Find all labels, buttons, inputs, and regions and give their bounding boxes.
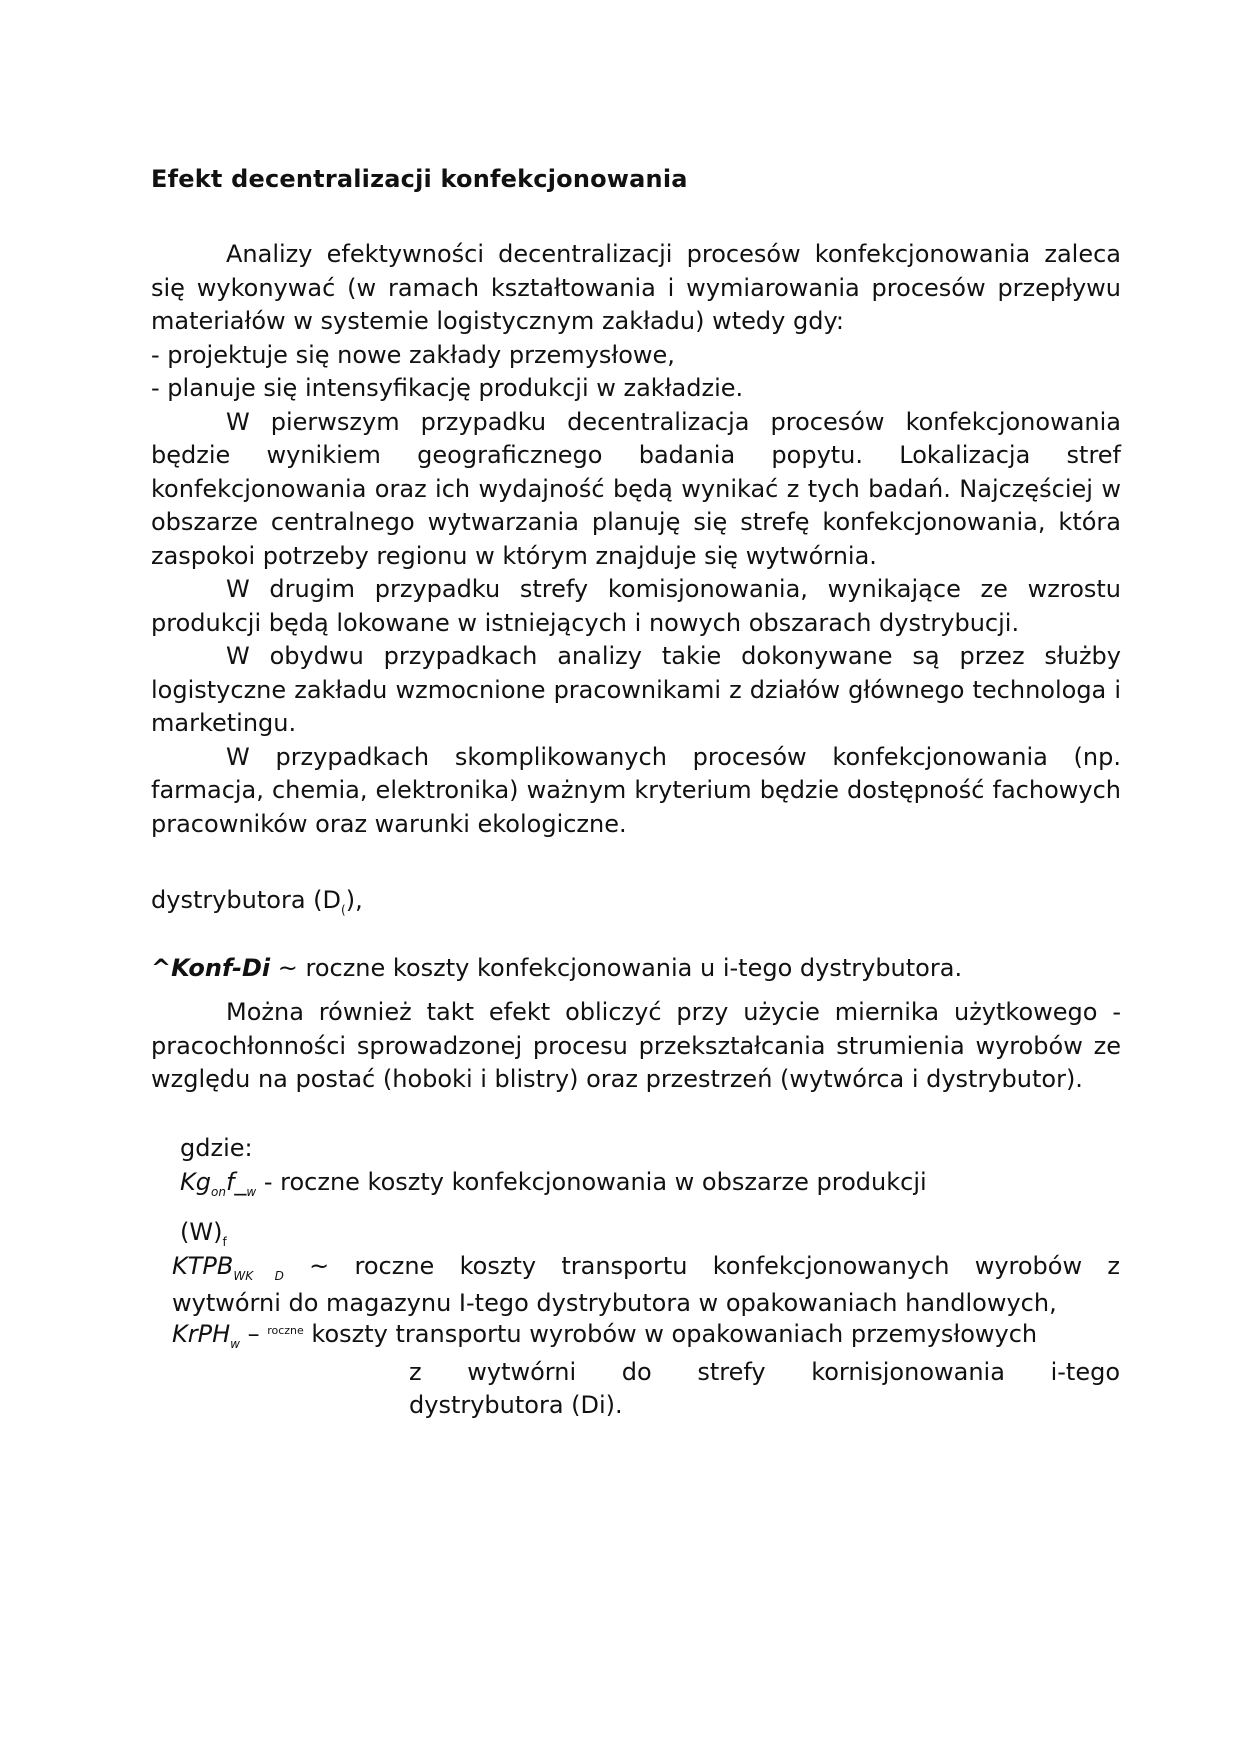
ktpb-subscript: WK D — [233, 1269, 284, 1283]
konf-di-text: ~ roczne koszty konfekcjonowania u i-tego dystrybutora. — [270, 954, 963, 982]
ktpb-line-2: wytwórni do magazynu I-tego dystrybutora w opakowaniach handlowych, — [172, 1289, 1057, 1317]
krph-symbol: KrPH — [172, 1320, 231, 1348]
paragraph-both-cases: W obydwu przypadkach analizy takie dokonywane są przez służby logistyczne zakładu wzmocnione pracownikami z działów głównego technologa i marketingu. — [151, 642, 1121, 737]
kgonf-symbol-a: Kg — [180, 1168, 211, 1196]
paragraph-first-case: W pierwszym przypadku decentralizacja procesów konfekcjonowania będzie wynikiem geograficznego badania popytu. Lokalizacja stref konfekcjonowania oraz ich wydajność będą wynikać z tych badań. Najczęściej w obszarze centralnego wytwarzania planuję się strefę konfekcjonowania, która zaspokoi potrzeby regionu w którym znajduje się wytwórnia. — [151, 407, 1121, 570]
krph-subscript: w — [230, 1337, 240, 1351]
ktpb-line-1 — [172, 1250, 1120, 1287]
kgonf-definition — [180, 1166, 927, 1203]
w-subscript: f — [222, 1235, 227, 1249]
bullet-new-plants: - projektuje się nowe zakłady przemysłowe, — [151, 340, 675, 369]
dystrybutor-subscript: ( — [341, 903, 346, 917]
paragraph-intro: Analizy efektywności decentralizacji procesów konfekcjonowania zaleca się wykonywać (w ramach kształtowania i wymiarowania procesów przepływu materiałów w systemie logistycznym zakładu) wtedy gdy: — [151, 240, 1121, 335]
document-title: Efekt decentralizacji konfekcjonowania — [151, 165, 688, 193]
krph-dash: – — [239, 1320, 268, 1348]
bullet-intensification: - planuje się intensyfikację produkcji w zakładzie. — [151, 374, 744, 402]
paragraph-complex-processes: W przypadkach skomplikowanych procesów konfekcjonowania (np. farmacja, chemia, elektronika) ważnym kryterium będzie dostępność fachowych pracowników oraz warunki ekologiczne. — [151, 742, 1121, 838]
paragraph-alternative-measure: Można również takt efekt obliczyć przy użycie miernika użytkowego -pracochłonności sprowadzonej procesu przekształcania strumienia wyrobów ze względu na postać (hoboki i blistry) oraz przestrzeń (wytwórca i dystrybutor). — [151, 998, 1121, 1093]
paragraph-second-case: W drugim przypadku strefy komisjonowania, wynikające ze wzrostu produkcji będą lokowane w istniejących i nowych obszarach dystrybucji. — [151, 575, 1121, 637]
second-body — [151, 996, 1121, 1097]
dystrybutor-text: dystrybutora (D — [151, 886, 342, 914]
kgonf-subscript-a: on — [210, 1185, 226, 1199]
main-body — [151, 238, 1121, 841]
dystrybutor-line — [151, 884, 363, 921]
krph-definition — [172, 1318, 1037, 1355]
w-text: (W) — [180, 1218, 223, 1246]
ktpb-text: ~ roczne koszty transportu konfekcjonowanych wyrobów z — [283, 1252, 1121, 1280]
ktpb-definition — [172, 1250, 1120, 1320]
kgonf-symbol-b: f_ — [225, 1168, 247, 1196]
krph-tiny-label: roczne — [267, 1324, 304, 1337]
ktpb-symbol: KTPB — [172, 1252, 234, 1280]
gdzie-label: gdzie: — [180, 1134, 253, 1162]
krph-text: koszty transportu wyrobów w opakowaniach przemysłowych — [303, 1320, 1038, 1348]
krph-continuation-line-2: dystrybutora (Di). — [409, 1391, 623, 1419]
krph-continuation-line-1: z wytwórni do strefy kornisjonowania i-tego — [409, 1358, 1120, 1386]
konf-di-definition — [151, 952, 962, 985]
konf-di-symbol: ^Konf-Di — [151, 954, 271, 982]
krph-continuation — [409, 1356, 1120, 1422]
kgonf-text: - roczne koszty konfekcjonowania w obszarze produkcji — [256, 1168, 927, 1196]
kgonf-subscript-b: w — [246, 1185, 257, 1199]
dystrybutor-tail: ), — [345, 886, 363, 914]
w-line — [180, 1216, 227, 1253]
